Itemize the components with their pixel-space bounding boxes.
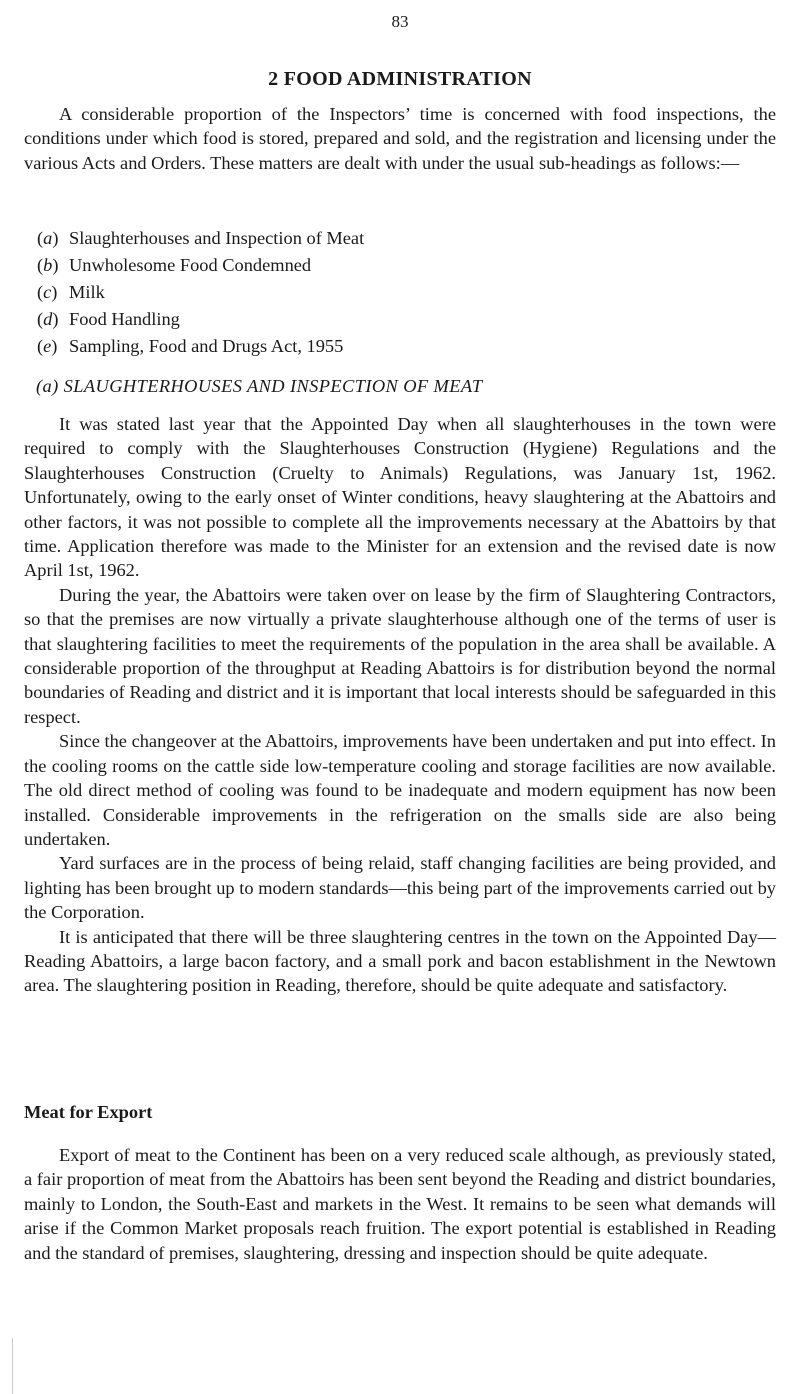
subheading-item-c bbox=[37, 279, 364, 306]
section-a-title: SLAUGHTERHOUSES AND INSPECTION OF MEAT bbox=[63, 376, 483, 396]
meat-for-export-body bbox=[24, 1143, 776, 1265]
subheadings-list bbox=[37, 225, 364, 360]
subheading-letter: (e) bbox=[37, 336, 58, 356]
section-a-body bbox=[24, 412, 776, 998]
section-a-letter: a bbox=[42, 376, 53, 396]
body-paragraph: During the year, the Abattoirs were taken over on lease by the firm of Slaughtering Contractors, so that the premises are now virtually a private slaughterhouse although one of the terms of user is that slaughtering facilities to meet the requirements of the population in the area shall be available. A considerable proportion of the throughput at Reading Abattoirs is for distribution beyond the normal boundaries of Reading and district and it is important that local interests should be safeguarded in this respect. bbox=[24, 584, 776, 727]
subheading-item-e bbox=[37, 333, 364, 360]
section-a-heading: (a) SLAUGHTERHOUSES AND INSPECTION OF MEAT bbox=[36, 376, 483, 396]
subheading-letter: (c) bbox=[37, 282, 58, 302]
subheading-item-d bbox=[37, 306, 364, 333]
export-paragraph: Export of meat to the Continent has been on a very reduced scale although, as previously stated, a fair proportion of meat from the Abattoirs has been sent beyond the Reading and district boundaries, mainly to London, the South-East and markets in the West. It remains to be seen what demands will arise if the Common Market proposals reach fruition. The export potential is established in Reading and the standard of premises, slaughtering, dressing and inspection should be quite adequate. bbox=[24, 1145, 776, 1263]
chapter-title: 2 FOOD ADMINISTRATION bbox=[268, 68, 532, 90]
subheading-label: Unwholesome Food Condemned bbox=[69, 255, 312, 275]
subheading-item-b bbox=[37, 252, 364, 279]
subheading-label: Food Handling bbox=[69, 309, 180, 329]
subheading-label: Sampling, Food and Drugs Act, 1955 bbox=[69, 336, 344, 356]
intro-paragraph bbox=[24, 102, 776, 175]
subheading-item-a bbox=[37, 225, 364, 252]
intro-text: A considerable proportion of the Inspectors’ time is concerned with food inspections, the conditions under which food is stored, prepared and sold, and the registration and licensing under the various Acts and Orders. These matters are dealt with under the usual sub-headings as follows:— bbox=[24, 104, 776, 173]
scan-margin-line bbox=[12, 1338, 13, 1394]
meat-for-export-heading: Meat for Export bbox=[24, 1102, 153, 1122]
body-paragraph: Since the changeover at the Abattoirs, improvements have been undertaken and put into effect. In the cooling rooms on the cattle side low-temperature cooling and storage facilities are now available. The old direct method of cooling was found to be inadequate and modern equipment has now been installed. Considerable improvements in the refrigeration on the smalls side are also being undertaken. bbox=[24, 731, 776, 849]
page-number: 83 bbox=[391, 12, 409, 31]
body-paragraph: It is anticipated that there will be three slaughtering centres in the town on the Appointed Day—Reading Abattoirs, a large bacon factory, and a small pork and bacon establishment in the Newtown area. The slaughtering position in Reading, therefore, should be quite adequate and satisfactory. bbox=[24, 926, 776, 996]
body-paragraph: It was stated last year that the Appointed Day when all slaughterhouses in the town were required to comply with the Slaughterhouses Construction (Hygiene) Regulations and the Slaughterhouses Construction (Cruelty to Animals) Regulations, was January 1st, 1962. Unfortunately, owing to the early onset of Winter conditions, heavy slaughtering at the Abattoirs and other factors, it was not possible to complete all the improvements necessary at the Abattoirs by that time. Application therefore was made to the Minister for an extension and the revised date is now April 1st, 1962. bbox=[24, 414, 776, 581]
subheading-letter: (d) bbox=[37, 309, 59, 329]
body-paragraph: Yard surfaces are in the process of being relaid, staff changing facilities are being provided, and lighting has been brought up to modern standards—this being part of the improvements carried out by the Corporation. bbox=[24, 853, 776, 923]
subheading-label: Milk bbox=[69, 282, 105, 302]
subheading-letter: (b) bbox=[37, 255, 59, 275]
subheading-label: Slaughterhouses and Inspection of Meat bbox=[69, 228, 365, 248]
subheading-letter: (a) bbox=[37, 228, 59, 248]
